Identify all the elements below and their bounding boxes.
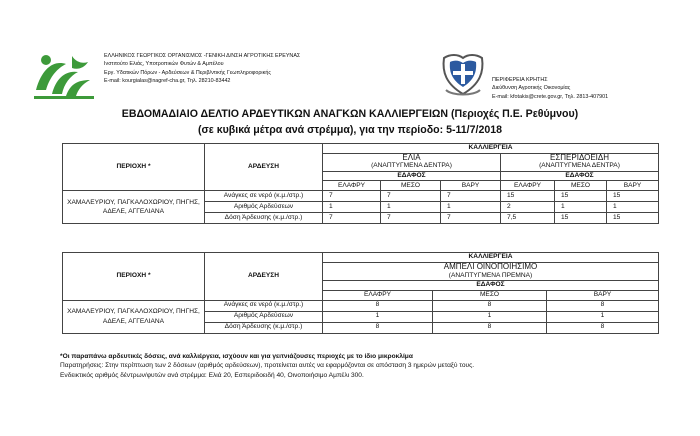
value-cell: 1 [381,202,441,213]
notes [60,352,474,380]
table-row [63,191,659,202]
soil-medium: ΜΕΣΟ [433,290,547,300]
crops-header: ΚΑΛΛΙΕΡΓΕΙΑ [323,253,659,263]
soil-header: ΕΔΑΦΟΣ [501,171,659,181]
value-cell: 1 [441,202,501,213]
crop-header-vineyard [323,263,659,281]
crop-header-citrus [501,153,659,171]
crop-name: ΕΛΙΑ [402,153,421,162]
crop-sub: (ΑΝΑΠΤΥΓΜΕΝΑ ΔΕΝΤΡΑ) [539,162,620,170]
value-cell: 8 [323,300,433,311]
crops-header: ΚΑΛΛΙΕΡΓΕΙΑ [323,144,659,154]
header-left [32,48,332,104]
region-header: ΠΕΡΙΟΧΗ * [63,144,205,191]
org-right-text [492,76,608,101]
org-right-line: ΠΕΡΙΦΕΡΕΙΑ ΚΡΗΤΗΣ [492,77,548,83]
soil-light: ΕΛΑΦΡΥ [323,181,381,191]
value-cell: 15 [607,213,659,224]
org-left-line: Εργ. Υδατικών Πόρων - Αρδεύσεων & Περιβ/ντικής Γεωπληροφορικής [104,69,271,76]
soil-heavy: ΒΑΡΥ [547,290,659,300]
row-label: Αριθμός Αρδεύσεων [205,311,323,322]
soil-header: ΕΔΑΦΟΣ [323,281,659,291]
value-cell: 8 [323,322,433,333]
soil-heavy: ΒΑΡΥ [441,181,501,191]
value-cell: 7,5 [501,213,555,224]
soil-medium: ΜΕΣΟ [381,181,441,191]
value-cell: 8 [433,300,547,311]
irrigation-header: ΑΡΔΕΥΣΗ [205,144,323,191]
soil-light: ΕΛΑΦΡΥ [323,290,433,300]
bulletin-subtitle: (σε κυβικά μέτρα ανά στρέμμα), για την περίοδο: 5-11/7/2018 [197,124,503,136]
crop-name: ΑΜΠΕΛΙ ΟΙΝΟΠΟΙΗΣΙΜΟ [443,262,538,271]
value-cell: 1 [607,202,659,213]
value-cell: 1 [555,202,607,213]
org-right-line: E-mail: kfotakis@crete.gov.gr, Τηλ. 2813-407901 [492,93,609,100]
irrigation-table-olive-citrus [62,143,659,224]
value-cell: 8 [547,300,659,311]
row-label: Ανάγκες σε νερό (κ.μ./στρ.) [205,300,323,311]
value-cell: 15 [501,191,555,202]
row-label: Αριθμός Αρδεύσεων [205,202,323,213]
greek-emblem-icon [440,52,486,98]
value-cell: 7 [323,191,381,202]
org-left-line: Ινστιτούτο Ελιάς, Υποτροπικών Φυτών & Αμπέλου [104,61,224,68]
header-right [440,52,680,102]
region-header: ΠΕΡΙΟΧΗ * [63,253,205,301]
note-remarks: Παρατηρήσεις: Στην περίπτωση των 2 δόσεων (αριθμός αρδεύσεων), προτείνεται αυτές να εφαρμόζονται σε απόσταση 3 ημερών μεταξύ τους. [60,362,475,370]
org-left-line: ΕΛΛΗΝΙΚΟΣ ΓΕΩΡΓΙΚΟΣ ΟΡΓΑΝΙΣΜΟΣ -ΓΕΝΙΚΗ Δ/ΝΣΗ ΑΓΡΟΤΙΚΗΣ ΕΡΕΥΝΑΣ [104,53,301,59]
value-cell: 15 [555,213,607,224]
org-left-text [104,52,300,86]
org-right-line: Διεύθυνση Αγροτικής Οικονομίας [492,85,571,92]
value-cell: 7 [441,191,501,202]
row-label: Δόση Άρδευσης (κ.μ./στρ.) [205,322,323,333]
irrigation-table-vineyard [62,252,659,334]
value-cell: 7 [441,213,501,224]
value-cell: 1 [547,311,659,322]
region-cell: ΧΑΜΑΛΕΥΡΙΟΥ, ΠΑΓΚΑΛΟΧΩΡΙΟΥ, ΠΗΓΗΣ, ΑΔΕΛΕ, ΑΓΓΕΛΙΑΝΑ [63,191,205,224]
elgo-logo-icon [32,50,98,102]
value-cell: 7 [381,213,441,224]
value-cell: 8 [433,322,547,333]
table-row [63,300,659,311]
crop-header-olive [323,153,501,171]
value-cell: 8 [547,322,659,333]
row-label: Ανάγκες σε νερό (κ.μ./στρ.) [205,191,323,202]
value-cell: 7 [381,191,441,202]
row-label: Δόση Άρδευσης (κ.μ./στρ.) [205,213,323,224]
value-cell: 1 [323,202,381,213]
soil-header: ΕΔΑΦΟΣ [323,171,501,181]
crop-sub: (ΑΝΑΠΤΥΓΜΕΝΑ ΠΡΕΜΝΑ) [448,271,533,279]
soil-heavy: ΒΑΡΥ [607,181,659,191]
value-cell: 7 [323,213,381,224]
note-plant-density: Ενδεικτικός αριθμός δέντρων/φυτών ανά στρέμμα: Ελιά 20, Εσπεριδοειδή 40, Οινοποιήσιμο Αμπέλι 300. [60,371,364,379]
region-cell: ΧΑΜΑΛΕΥΡΙΟΥ, ΠΑΓΚΑΛΟΧΩΡΙΟΥ, ΠΗΓΗΣ, ΑΔΕΛΕ, ΑΓΓΕΛΙΑΝΑ [63,300,205,333]
soil-light: ΕΛΑΦΡΥ [501,181,555,191]
note-footnote: *Οι παραπάνω αρδευτικές δόσεις, ανά καλλιέργεια, ισχύουν και για γειτνιάζουσες περιοχές με το ίδιο μικροκλίμα [60,353,413,360]
crop-sub: (ΑΝΑΠΤΥΓΜΕΝΑ ΔΕΝΤΡΑ) [371,162,452,170]
crop-name: ΕΣΠΕΡΙΔΟΕΙΔΗ [549,153,610,162]
soil-medium: ΜΕΣΟ [555,181,607,191]
bulletin-title: ΕΒΔΟΜΑΔΙΑΙΟ ΔΕΛΤΙΟ ΑΡΔΕΥΤΙΚΩΝ ΑΝΑΓΚΩΝ ΚΑΛΛΙΕΡΓΕΙΩΝ (Περιοχές Π.Ε. Ρεθύμνου) [121,108,579,120]
value-cell: 2 [501,202,555,213]
irrigation-header: ΑΡΔΕΥΣΗ [205,253,323,301]
value-cell: 1 [323,311,433,322]
value-cell: 1 [433,311,547,322]
org-left-line: E-mail: kourgialas@nagref-cha.gr, Τηλ. 28210-83442 [104,78,231,85]
value-cell: 15 [607,191,659,202]
value-cell: 15 [555,191,607,202]
